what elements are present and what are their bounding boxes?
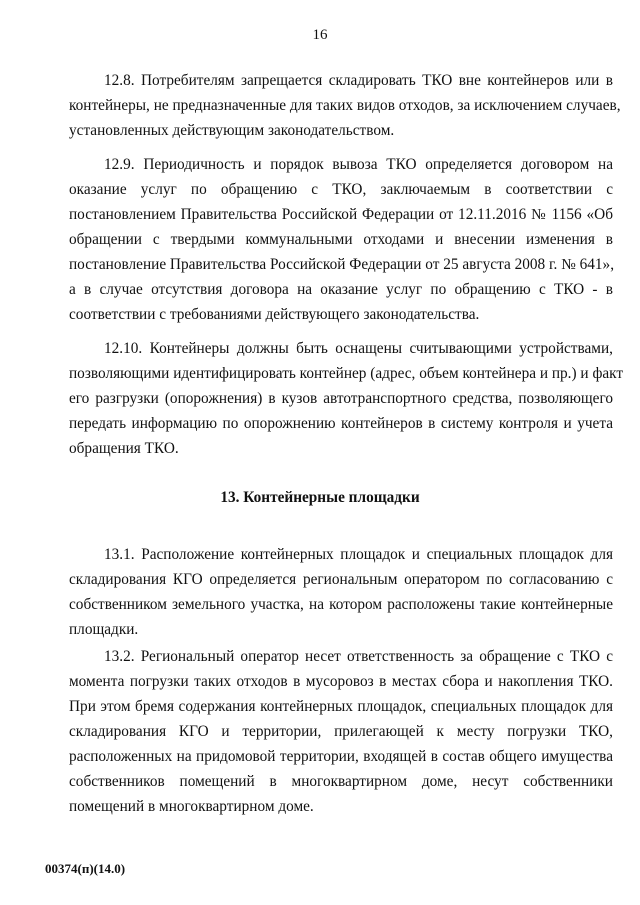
document-code: 00374(п)(14.0) bbox=[45, 861, 126, 876]
paragraph-line: обращении с твердыми коммунальными отходами и внесении изменения в bbox=[69, 231, 613, 248]
paragraph-line: контейнеры, не предназначенные для таких видов отходов, за исключением случаев, bbox=[69, 97, 621, 114]
paragraph-line: собственником земельного участка, на котором расположены такие контейнерные bbox=[69, 596, 613, 613]
paragraph-line: площадки. bbox=[69, 621, 139, 638]
paragraph-line: расположенных на придомовой территории, входящей в состав общего имущества bbox=[69, 748, 613, 765]
paragraph-line: его разгрузки (опорожнения) в кузов автотранспортного средства, позволяющего bbox=[69, 390, 613, 407]
paragraph-line: 12.10. Контейнеры должны быть оснащены считывающими устройствами, bbox=[104, 340, 613, 357]
paragraph-line: соответствии с требованиями действующего законодательства. bbox=[69, 306, 480, 323]
paragraph-line: складирования КГО определяется региональным оператором по согласованию с bbox=[69, 571, 613, 588]
paragraph-line: момента погрузки таких отходов в мусоровоз в местах сбора и накопления ТКО. bbox=[69, 673, 613, 690]
paragraph-line: передать информацию по опорожнению контейнеров в систему контроля и учета bbox=[69, 415, 613, 432]
paragraph-line: постановлением Правительства Российской Федерации от 12.11.2016 № 1156 «Об bbox=[69, 206, 613, 223]
paragraph-line: При этом бремя содержания контейнерных площадок, специальных площадок для bbox=[69, 698, 613, 715]
paragraph-line: а в случае отсутствия договора на оказание услуг по обращению с ТКО - в bbox=[69, 281, 613, 298]
paragraph-line: собственников помещений в многоквартирном доме, несут собственники bbox=[69, 773, 613, 790]
paragraph-line: оказание услуг по обращению с ТКО, заключаемым в соответствии с bbox=[69, 181, 613, 198]
section-heading: 13. Контейнерные площадки bbox=[220, 489, 420, 506]
paragraph-line: 13.2. Региональный оператор несет ответственность за обращение с ТКО с bbox=[104, 648, 613, 665]
paragraph-line: 12.8. Потребителям запрещается складировать ТКО вне контейнеров или в bbox=[104, 72, 613, 89]
paragraph-line: позволяющими идентифицировать контейнер (адрес, объем контейнера и пр.) и факт bbox=[69, 365, 624, 382]
paragraph-line: постановление Правительства Российской Федерации от 25 августа 2008 г. № 641», bbox=[69, 256, 615, 273]
paragraph-line: установленных действующим законодательством. bbox=[69, 122, 395, 139]
paragraph-line: 13.1. Расположение контейнерных площадок и специальных площадок для bbox=[104, 546, 613, 563]
paragraph-line: помещений в многоквартирном доме. bbox=[69, 798, 314, 815]
paragraph-line: 12.9. Периодичность и порядок вывоза ТКО определяется договором на bbox=[104, 156, 613, 173]
paragraph-line: складирования КГО и территории, прилегающей к месту погрузки ТКО, bbox=[69, 723, 613, 740]
paragraph-line: обращения ТКО. bbox=[69, 440, 179, 457]
page-number: 16 bbox=[312, 27, 328, 43]
